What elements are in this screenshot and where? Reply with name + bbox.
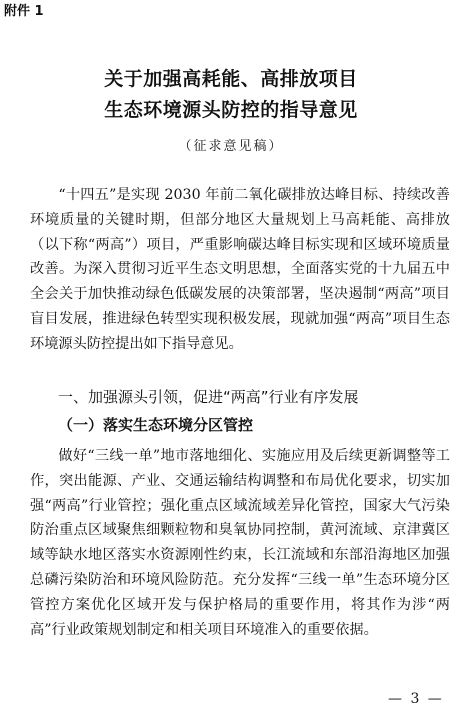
page-number: — 3 —: [388, 691, 444, 707]
draft-subtitle: （征求意见稿）: [178, 139, 284, 154]
subsection-heading: （一）落实生态环境分区管控: [58, 416, 254, 434]
document-title-line-1: 关于加强高耗能、高排放项目: [104, 68, 358, 90]
intro-paragraph: “十四五”是实现 2030 年前二氧化碳排放达峰目标、持续改善环境质量的关键时期，但部分地区大量规划上马高耗能、高排放（以下称“两高”）项目，严重影响碳达峰目标实现和区域环境质量改善。为深入贯彻习近平生态文明思想，全面落实党的十九届五中全会关于加快推动绿色低碳发展的决策部署，坚决遏制“两高”项目盲目发展，推进绿色转型实现积极发展，现就加强“两高”项目生态环境源头防控提出如下指导意见。: [30, 187, 450, 352]
section-paragraph: 做好“三线一单”地市落地细化、实施应用及后续更新调整等工作，突出能源、产业、交通运输结构调整和布局优化要求，切实加强“两高”行业管控；强化重点区域流域差异化管控，国家大气污染防治重点区域聚焦细颗粒物和臭氧协同控制，黄河流域、京津冀区域等缺水地区落实水资源刚性约束，长江流域和东部沿海地区加强总磷污染防治和环境风险防范。充分发挥“三线一单”生态环境分区管控方案优化区域开发与保护格局的重要作用，将其作为涉“两高”行业政策规划制定和相关项目环境准入的重要依据。: [30, 448, 450, 638]
attachment-label: 附件 1: [4, 4, 44, 19]
section-heading: 一、加强源头引领，促进“两高”行业有序发展: [58, 388, 359, 406]
document-title-line-2: 生态环境源头防控的指导意见: [104, 99, 358, 121]
